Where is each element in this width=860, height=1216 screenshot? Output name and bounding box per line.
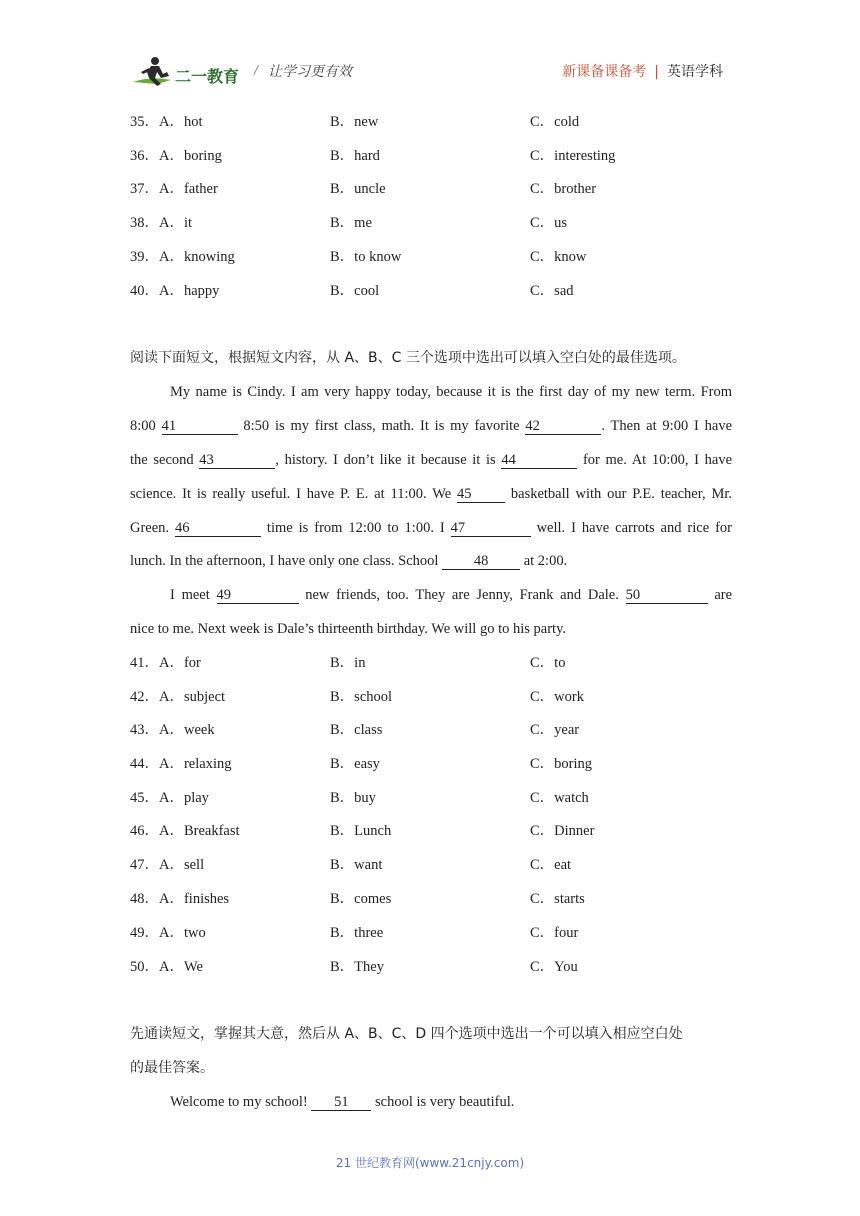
passage-text: basketball with our P.E. teacher, Mr. — [510, 486, 732, 502]
option-a: 46．A．Breakfast — [130, 823, 240, 839]
option-b: B．to know — [330, 249, 402, 265]
option-b: B．new — [330, 114, 379, 130]
option-a: 45．A．play — [130, 790, 209, 806]
slogan-separator: / — [254, 62, 258, 78]
option-c: C．year — [530, 722, 580, 738]
option-a: 48．A．finishes — [130, 891, 230, 907]
option-row — [130, 719, 730, 741]
option-c: C．interesting — [530, 148, 616, 164]
option-b: B．cool — [330, 283, 380, 299]
blank-50: 50 — [626, 587, 708, 604]
blank-49: 49 — [217, 587, 299, 604]
blank-45: 45 — [457, 486, 505, 503]
option-row — [130, 956, 730, 978]
option-c: C．Dinner — [530, 823, 595, 839]
passage-text: 8:50 is my first class, math. It is my favorite — [243, 418, 520, 434]
blank-48: 48 — [442, 553, 520, 570]
option-row — [130, 178, 730, 200]
blank-51: 51 — [311, 1094, 371, 1111]
option-b: B．class — [330, 722, 383, 738]
option-b: B．in — [330, 655, 366, 671]
slogan: 让学习更有效 — [268, 64, 352, 80]
option-row — [130, 246, 730, 268]
passage-text: new friends, too. They are Jenny, Frank and Dale. — [305, 587, 619, 603]
option-c: C．eat — [530, 857, 572, 873]
blank-46: 46 — [175, 520, 261, 537]
passage-text: 8:00 — [130, 418, 156, 434]
option-b: B．three — [330, 925, 384, 941]
option-row — [130, 922, 730, 944]
option-a: 47．A．sell — [130, 857, 205, 873]
passage-text: school is very beautiful. — [375, 1094, 515, 1110]
header-tag-course: 新课备课备考 — [562, 64, 647, 80]
option-row — [130, 888, 730, 910]
passage-text: lunch. In the afternoon, I have only one class. School — [130, 553, 439, 569]
passage-text: Green. — [130, 520, 170, 536]
passage-text: for me. At 10:00, I have — [582, 452, 733, 468]
option-a: 39．A．knowing — [130, 249, 235, 265]
option-b: B．hard — [330, 148, 380, 164]
option-row — [130, 652, 730, 674]
header-tag-subject: 英语学科 — [667, 64, 723, 80]
passage-text: time is from 12:00 to 1:00. I — [266, 520, 445, 536]
option-a: 43．A．week — [130, 722, 215, 738]
option-b: B．They — [330, 959, 384, 975]
option-b: B．uncle — [330, 181, 386, 197]
page-footer: 21 世纪教育网(www.21cnjy.com) — [335, 1156, 525, 1170]
option-b: B．Lunch — [330, 823, 392, 839]
option-row — [130, 787, 730, 809]
option-row — [130, 280, 730, 302]
blank-47: 47 — [451, 520, 531, 537]
svg-text:二一教育: 二一教育 — [175, 67, 240, 86]
blank-42: 42 — [525, 418, 601, 435]
option-c: C．boring — [530, 756, 593, 772]
passage-text: science. It is really useful. I have P. E. at 11:00. We — [130, 486, 452, 502]
option-c: C．You — [530, 959, 578, 975]
option-row — [130, 753, 730, 775]
option-a: 38．A．it — [130, 215, 193, 231]
option-row — [130, 145, 730, 167]
option-a: 40．A．happy — [130, 283, 220, 299]
passage-line — [130, 449, 732, 471]
option-c: C．work — [530, 689, 584, 705]
passage-text: Welcome to my school! — [170, 1094, 308, 1110]
passage-line — [130, 550, 732, 572]
option-a: 36．A．boring — [130, 148, 222, 164]
header-right — [562, 61, 723, 81]
passage-line: nice to me. Next week is Dale’s thirteenth birthday. We will go to his party. — [130, 621, 567, 637]
option-a: 50．A．We — [130, 959, 203, 975]
passage-text: are — [714, 587, 733, 603]
section-instruction-cont: 的最佳答案。 — [130, 1060, 214, 1076]
option-c: C．cold — [530, 114, 580, 130]
passage-line — [130, 1091, 772, 1113]
option-a: 42．A．subject — [130, 689, 226, 705]
passage-text: the second — [130, 452, 194, 468]
option-b: B．want — [330, 857, 383, 873]
option-a: 44．A．relaxing — [130, 756, 232, 772]
option-row — [130, 854, 730, 876]
passage-text: at 2:00. — [523, 553, 568, 569]
passage-text: well. I have carrots and rice for — [536, 520, 733, 536]
option-c: C．us — [530, 215, 568, 231]
passage-line — [130, 483, 732, 505]
passage-text: I meet — [170, 587, 210, 603]
blank-44: 44 — [501, 452, 577, 469]
passage-line — [130, 517, 732, 539]
option-c: C．know — [530, 249, 587, 265]
option-a: 37．A．father — [130, 181, 218, 197]
passage-text: . Then at 9:00 I have — [601, 418, 732, 434]
option-a: 41．A．for — [130, 655, 201, 671]
option-c: C．four — [530, 925, 579, 941]
option-b: B．me — [330, 215, 372, 231]
passage-line — [130, 584, 732, 606]
option-row — [130, 820, 730, 842]
option-a: 35．A．hot — [130, 114, 203, 130]
logo — [131, 52, 241, 92]
option-c: C．sad — [530, 283, 574, 299]
page-header — [0, 0, 860, 100]
option-c: C．watch — [530, 790, 589, 806]
option-b: B．easy — [330, 756, 380, 772]
passage-line — [130, 415, 732, 437]
blank-41: 41 — [162, 418, 238, 435]
option-b: B．buy — [330, 790, 376, 806]
section-instruction: 先通读短文，掌握其大意，然后从 A、B、C、D 四个选项中选出一个可以填入相应空白处 — [130, 1026, 683, 1042]
option-a: 49．A．two — [130, 925, 206, 941]
option-row — [130, 212, 730, 234]
option-c: C．starts — [530, 891, 585, 907]
option-c: C．brother — [530, 181, 597, 197]
header-divider: | — [654, 64, 659, 80]
section-instruction: 阅读下面短文，根据短文内容，从 A、B、C 三个选项中选出可以填入空白处的最佳选项。 — [130, 350, 686, 366]
option-row — [130, 686, 730, 708]
blank-43: 43 — [199, 452, 275, 469]
option-b: B．comes — [330, 891, 392, 907]
option-c: C．to — [530, 655, 566, 671]
option-row — [130, 111, 730, 133]
option-b: B．school — [330, 689, 393, 705]
passage-line: My name is Cindy. I am very happy today, because it is the first day of my new term. From — [170, 384, 732, 400]
passage-text: , history. I don’t like it because it is — [275, 452, 496, 468]
